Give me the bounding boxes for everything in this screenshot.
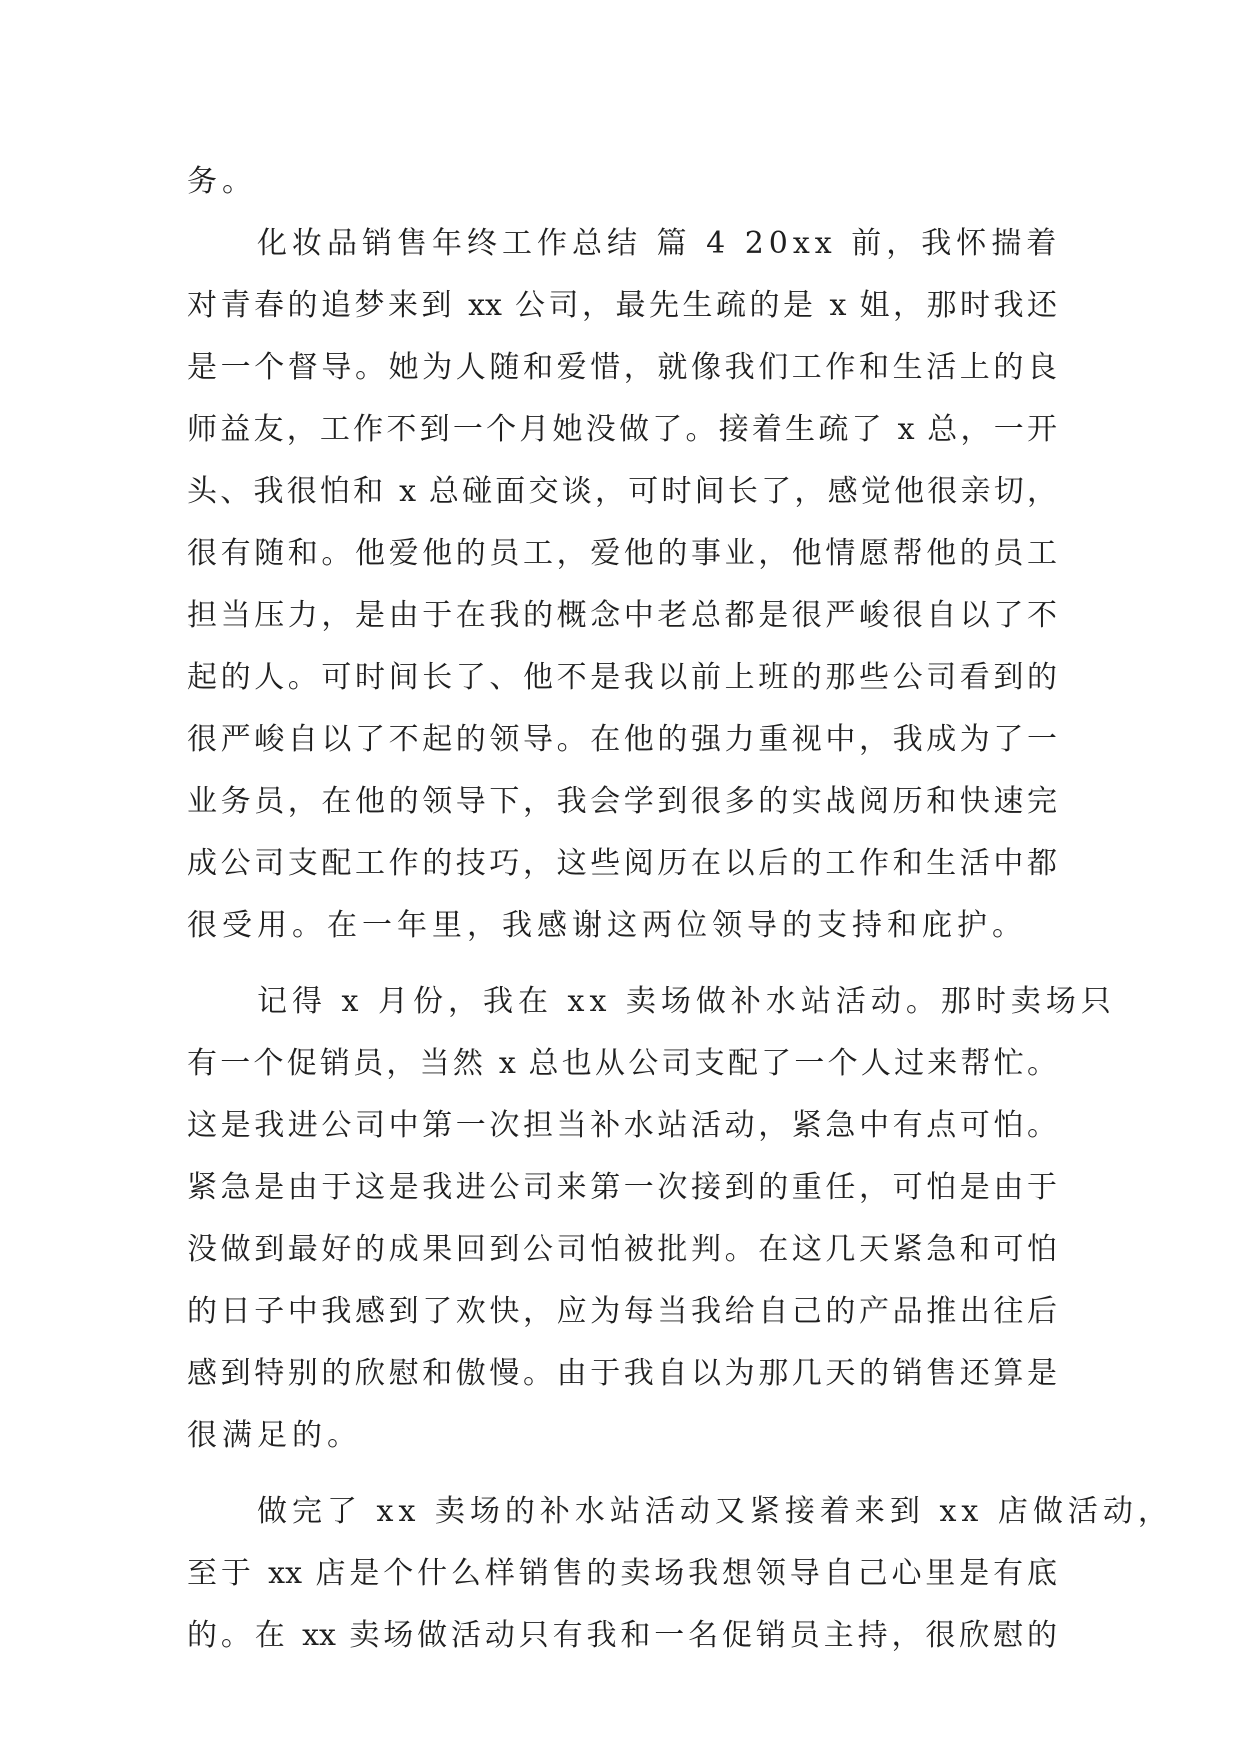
text-line: 很严峻自以了不起的领导。在他的强力重视中，我成为了一: [187, 722, 1057, 757]
text-line: 很有随和。他爱他的员工，爱他的事业，他情愿帮他的员工: [187, 536, 1057, 571]
text-line: 这是我进公司中第一次担当补水站活动，紧急中有点可怕。: [187, 1108, 1057, 1143]
text-line: 记得 x 月份，我在 xx 卖场做补水站活动。那时卖场只: [187, 984, 1116, 1019]
text-line: 业务员，在他的领导下，我会学到很多的实战阅历和快速完: [187, 784, 1057, 819]
body-text: [187, 151, 1173, 1667]
text-line: 头、我很怕和 x 总碰面交谈，可时间长了，感觉他很亲切，: [187, 474, 1057, 509]
text-line: 有一个促销员，当然 x 总也从公司支配了一个人过来帮忙。: [187, 1046, 1057, 1081]
text-line: 师益友，工作不到一个月她没做了。接着生疏了 x 总，一开: [187, 412, 1057, 447]
text-line: 是一个督导。她为人随和爱惜，就像我们工作和生活上的良: [187, 350, 1057, 385]
text-line: 担当压力，是由于在我的概念中老总都是很严峻很自以了不: [187, 598, 1057, 633]
text-line: 对青春的追梦来到 xx 公司，最先生疏的是 x 姐，那时我还: [187, 288, 1057, 323]
text-line: 很满足的。: [187, 1418, 362, 1453]
text-line: 化妆品销售年终工作总结 篇 4 20xx 前，我怀揣着: [187, 226, 1062, 261]
text-line: 务。: [187, 164, 257, 199]
text-line: 很受用。在一年里，我感谢这两位领导的支持和庇护。: [187, 908, 1027, 943]
text-line: 成公司支配工作的技巧，这些阅历在以后的工作和生活中都: [187, 846, 1057, 881]
text-line: 的。在 xx 卖场做活动只有我和一名促销员主持，很欣慰的: [187, 1618, 1057, 1653]
text-line: 起的人。可时间长了、他不是我以前上班的那些公司看到的: [187, 660, 1057, 695]
text-line: 感到特别的欣慰和傲慢。由于我自以为那几天的销售还算是: [187, 1356, 1057, 1391]
text-line: 的日子中我感到了欢快，应为每当我给自己的产品推出往后: [187, 1294, 1057, 1329]
text-line: 做完了 xx 卖场的补水站活动又紧接着来到 xx 店做活动，: [187, 1494, 1173, 1529]
text-line: 紧急是由于这是我进公司来第一次接到的重任，可怕是由于: [187, 1170, 1057, 1205]
text-line: 至于 xx 店是个什么样销售的卖场我想领导自己心里是有底: [187, 1556, 1057, 1591]
text-line: 没做到最好的成果回到公司怕被批判。在这几天紧急和可怕: [187, 1232, 1057, 1267]
